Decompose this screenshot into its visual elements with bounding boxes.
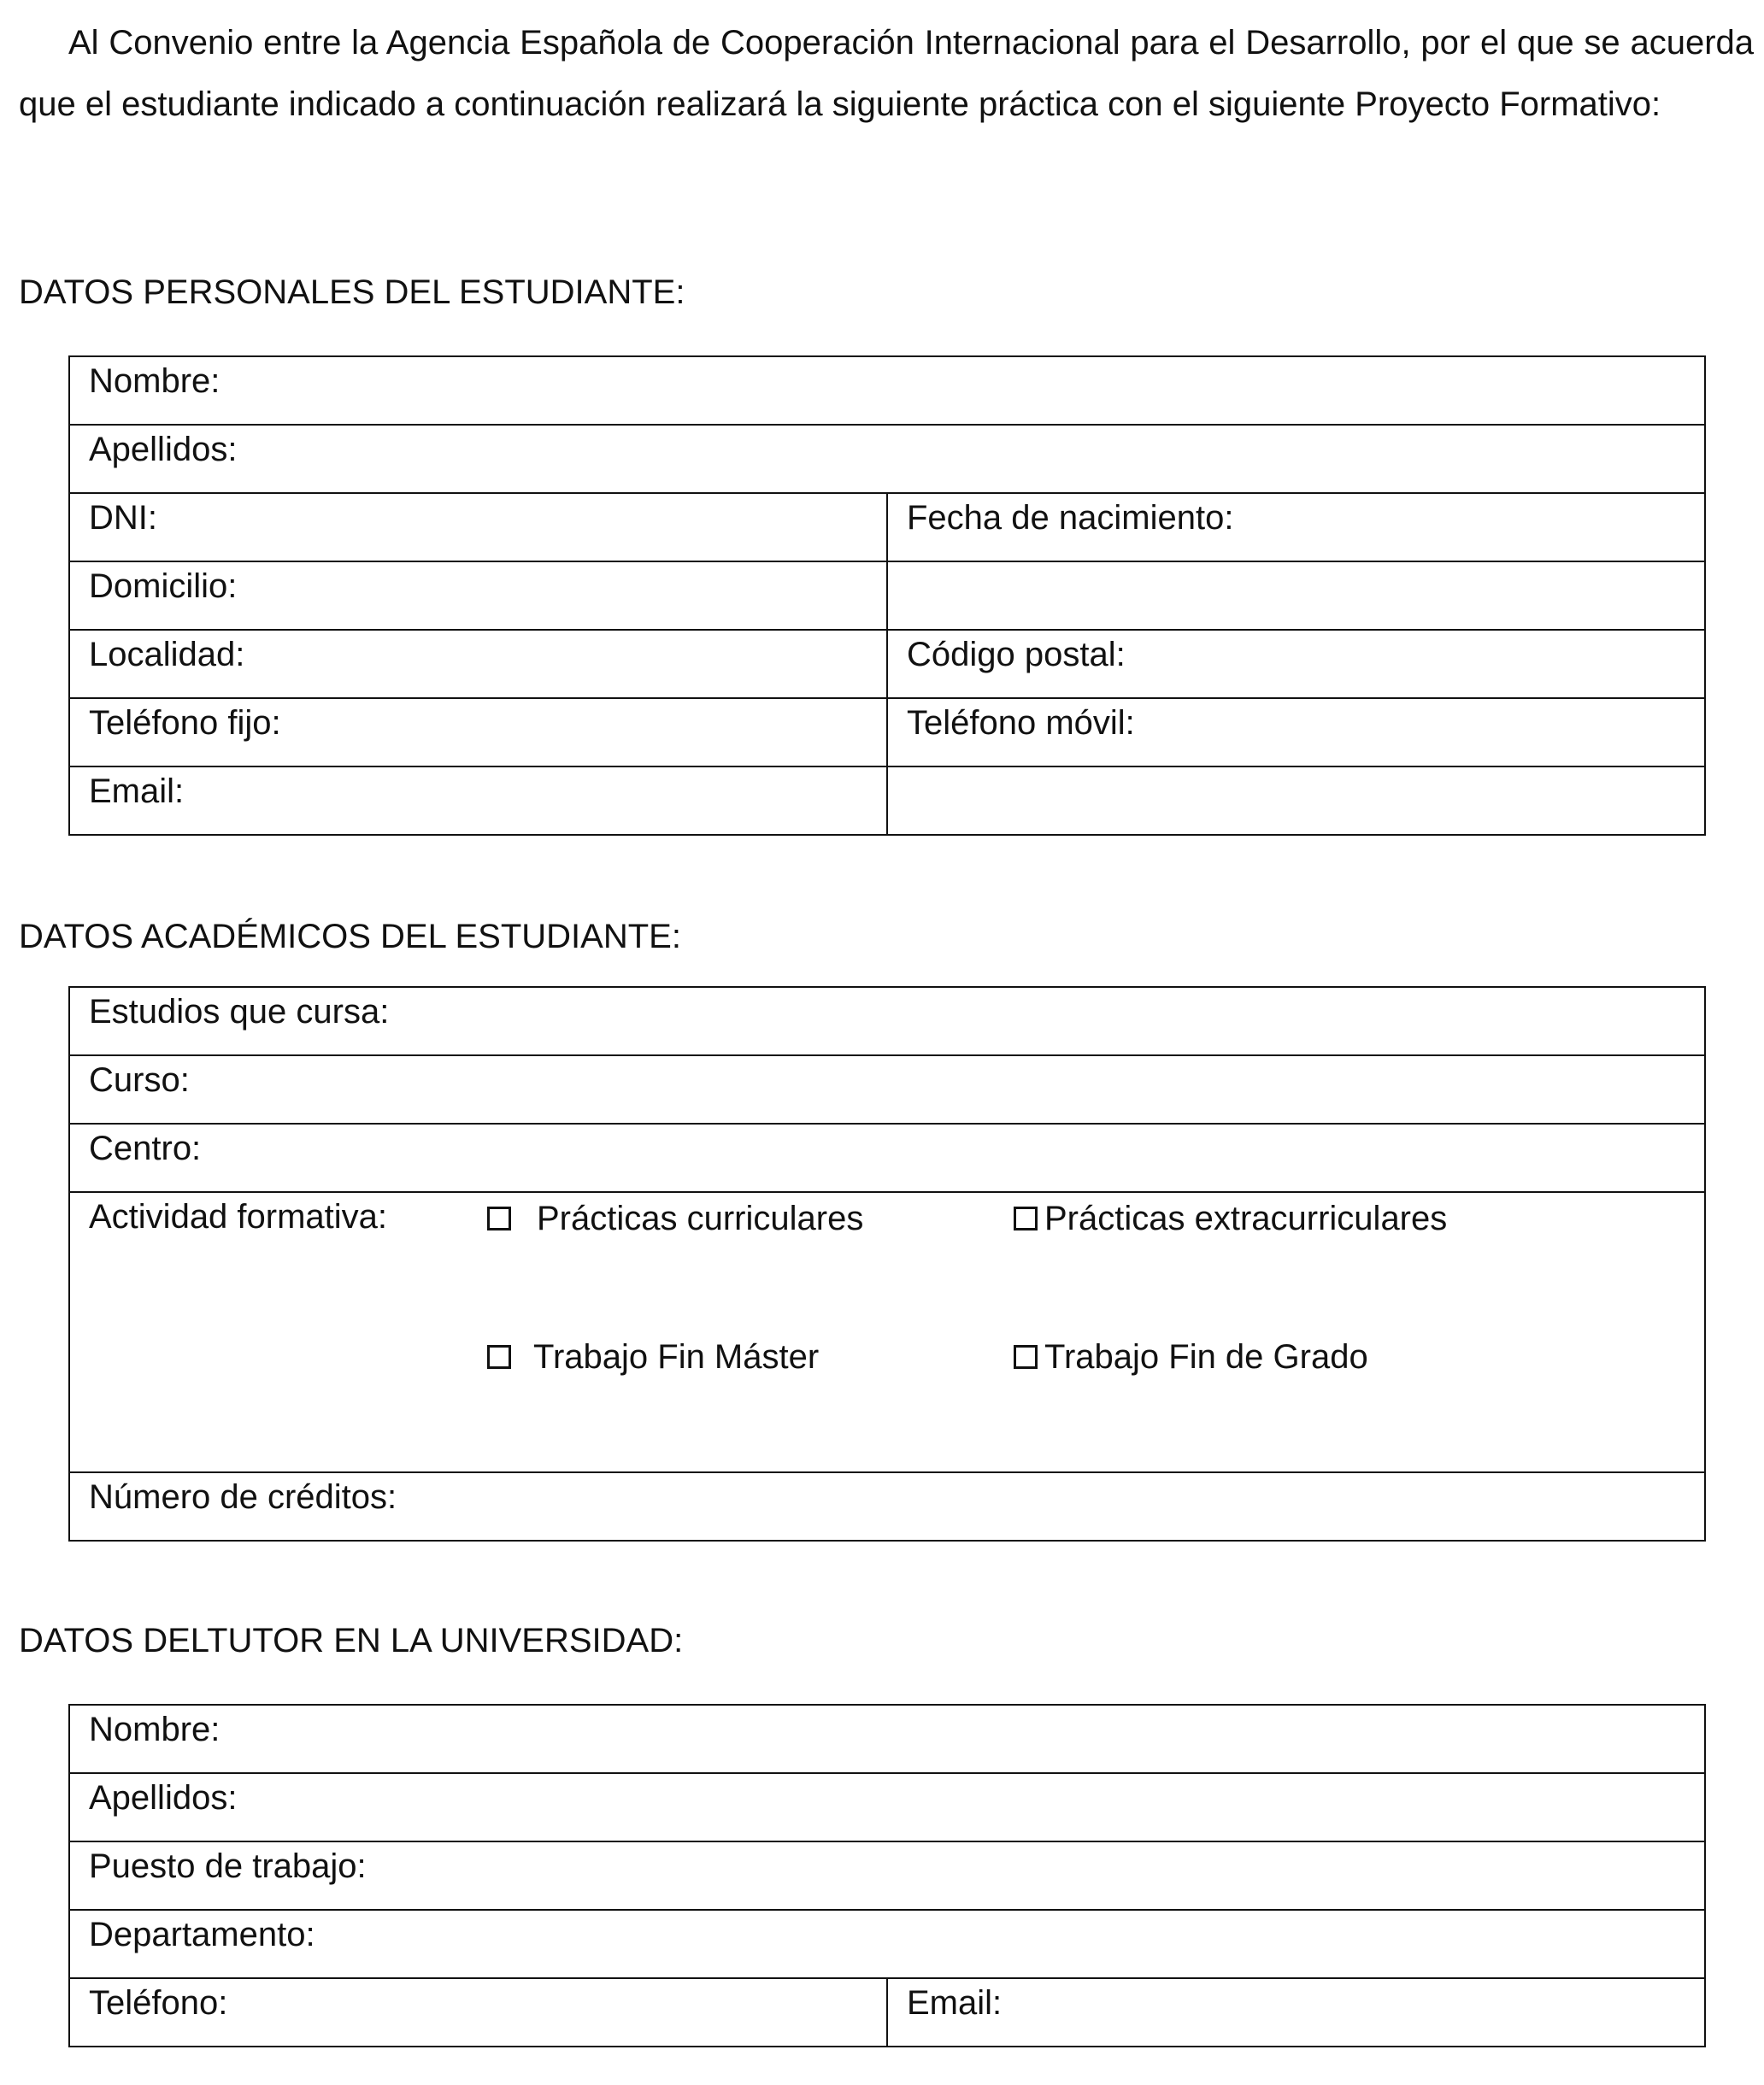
option-trabajo-fin-grado[interactable] xyxy=(1014,1336,1368,1377)
table-row xyxy=(69,1773,1705,1841)
field-label: Nombre: xyxy=(89,1711,220,1748)
checkbox-icon[interactable] xyxy=(487,1207,511,1230)
field-tutor-departamento[interactable] xyxy=(69,1910,1705,1978)
tutor-data-heading: DATOS DELTUTOR EN LA UNIVERSIDAD: xyxy=(19,1622,684,1659)
field-label: Teléfono móvil: xyxy=(907,704,1135,742)
field-label: Teléfono fijo: xyxy=(89,704,281,742)
field-localidad[interactable] xyxy=(69,630,887,698)
field-label: Curso: xyxy=(89,1061,190,1099)
field-tutor-apellidos[interactable] xyxy=(69,1773,1705,1841)
field-estudios[interactable] xyxy=(69,987,1705,1055)
table-row xyxy=(69,1192,1705,1472)
field-telefono-fijo[interactable] xyxy=(69,698,887,766)
field-domicilio-value[interactable] xyxy=(887,561,1705,630)
table-row xyxy=(69,1124,1705,1192)
intro-paragraph: Al Convenio entre la Agencia Española de Cooperación Internacional para el Desarrollo, por el que se acuerda que el estudiante indicado a continuación realizará la siguiente práctica con el siguiente Proyecto Formativo: xyxy=(19,24,1754,123)
field-codigo-postal[interactable] xyxy=(887,630,1705,698)
field-label: Código postal: xyxy=(907,636,1126,673)
academic-data-table xyxy=(68,986,1706,1542)
table-row xyxy=(69,1705,1705,1773)
field-label: Nombre: xyxy=(89,362,220,400)
field-email[interactable] xyxy=(69,766,887,835)
field-fecha-nacimiento[interactable] xyxy=(887,493,1705,561)
field-centro[interactable] xyxy=(69,1124,1705,1192)
field-creditos[interactable] xyxy=(69,1472,1705,1541)
checkbox-icon[interactable] xyxy=(1014,1207,1038,1230)
option-label: Prácticas extracurriculares xyxy=(1044,1200,1448,1237)
option-trabajo-fin-master[interactable] xyxy=(487,1336,819,1377)
field-dni[interactable] xyxy=(69,493,887,561)
field-tutor-nombre[interactable] xyxy=(69,1705,1705,1773)
field-label: Número de créditos: xyxy=(89,1478,397,1516)
option-practicas-extracurriculares[interactable] xyxy=(1014,1198,1447,1239)
table-row xyxy=(69,425,1705,493)
field-apellidos[interactable] xyxy=(69,425,1705,493)
field-tutor-puesto[interactable] xyxy=(69,1841,1705,1910)
field-label: Domicilio: xyxy=(89,567,238,605)
field-label: Email: xyxy=(89,772,185,810)
field-telefono-movil[interactable] xyxy=(887,698,1705,766)
table-row xyxy=(69,1841,1705,1910)
field-label: Localidad: xyxy=(89,636,245,673)
field-tutor-telefono[interactable] xyxy=(69,1978,887,2047)
option-label: Trabajo Fin Máster xyxy=(533,1338,820,1376)
field-label: Fecha de nacimiento: xyxy=(907,499,1234,537)
field-nombre[interactable] xyxy=(69,356,1705,425)
checkbox-icon[interactable] xyxy=(1014,1345,1038,1369)
field-curso[interactable] xyxy=(69,1055,1705,1124)
field-label: Estudios que cursa: xyxy=(89,993,390,1031)
option-practicas-curriculares[interactable] xyxy=(487,1198,863,1239)
option-label: Trabajo Fin de Grado xyxy=(1044,1338,1368,1376)
field-email-value[interactable] xyxy=(887,766,1705,835)
field-label: Email: xyxy=(907,1984,1003,2022)
checkbox-icon[interactable] xyxy=(487,1345,511,1369)
table-row xyxy=(69,493,1705,561)
option-label: Prácticas curriculares xyxy=(537,1200,864,1237)
table-row xyxy=(69,561,1705,630)
academic-data-heading: DATOS ACADÉMICOS DEL ESTUDIANTE: xyxy=(19,918,681,955)
table-row xyxy=(69,766,1705,835)
table-row xyxy=(69,1055,1705,1124)
field-label: Apellidos: xyxy=(89,431,238,468)
personal-data-table xyxy=(68,355,1706,836)
field-label: Apellidos: xyxy=(89,1779,238,1817)
field-domicilio[interactable] xyxy=(69,561,887,630)
field-label: Teléfono: xyxy=(89,1984,228,2022)
field-label: Centro: xyxy=(89,1130,202,1167)
table-row xyxy=(69,698,1705,766)
field-label: DNI: xyxy=(89,499,157,537)
table-row xyxy=(69,1472,1705,1541)
field-actividad-formativa xyxy=(69,1192,1705,1472)
table-row xyxy=(69,356,1705,425)
tutor-data-table xyxy=(68,1704,1706,2047)
field-label: Departamento: xyxy=(89,1916,315,1953)
table-row xyxy=(69,630,1705,698)
field-label: Actividad formativa: xyxy=(89,1198,388,1236)
personal-data-heading: DATOS PERSONALES DEL ESTUDIANTE: xyxy=(19,273,685,311)
table-row xyxy=(69,987,1705,1055)
table-row xyxy=(69,1978,1705,2047)
field-tutor-email[interactable] xyxy=(887,1978,1705,2047)
field-label: Puesto de trabajo: xyxy=(89,1847,367,1885)
table-row xyxy=(69,1910,1705,1978)
